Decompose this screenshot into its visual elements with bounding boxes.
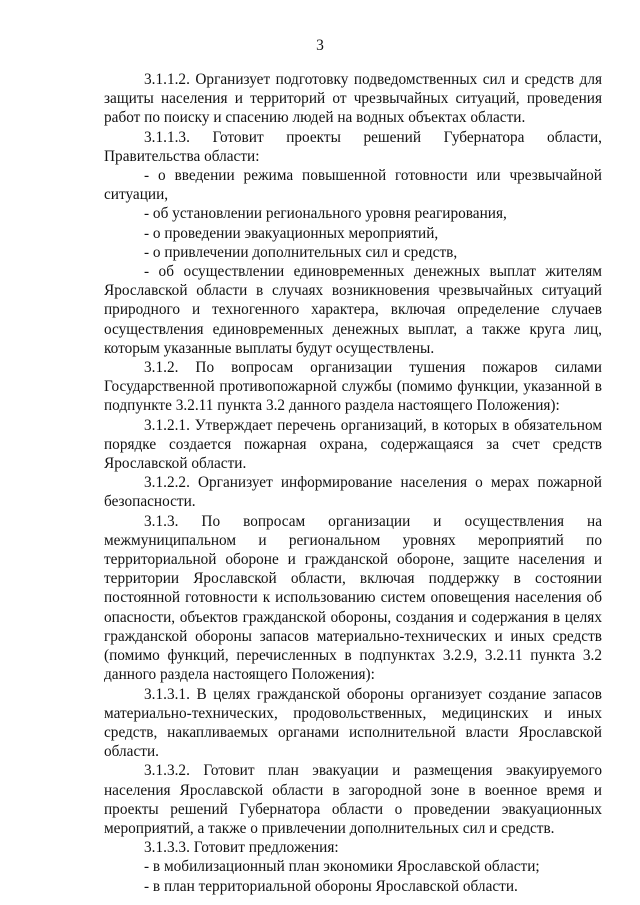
list-item-payments: - об осуществлении единовременных денежных выплат жителям Ярославской области в случаях возникновения чрезвычайных ситуаций природного и техногенного характера, включая определение случаев осуществления единовременных денежных выплат, а также круга лиц, которым указанные выплаты будут осуществлены. xyxy=(104,263,602,357)
paragraph-3-1-3-2: 3.1.3.2. Готовит план эвакуации и размещения эвакуируемого населения Ярославской области в загородной зоне в военное время и проекты решений Губернатора области о проведении эвакуационных мероприятий, а также о привлечении дополнительных сил и средств. xyxy=(104,762,602,837)
paragraph-3-1-2-2: 3.1.2.2. Организует информирование населения о мерах пожарной безопасности. xyxy=(104,474,602,511)
paragraph-3-1-2: 3.1.2. По вопросам организации тушения пожаров силами Государственной противопожарной службы (помимо функции, указанной в подпункте 3.2.11 пункта 3.2 данного раздела настоящего Положения): xyxy=(104,359,602,415)
paragraph-3-1-2-1: 3.1.2.1. Утверждает перечень организаций, в которых в обязательном порядке создается пожарная охрана, содержащаяся за счет средств Ярославской области. xyxy=(104,416,602,473)
list-item-additional-forces: - о привлечении дополнительных сил и средств, xyxy=(144,243,458,261)
paragraph-3-1-3-3: 3.1.3.3. Готовит предложения: xyxy=(144,839,339,857)
paragraph-3-1-1-2: 3.1.1.2. Организует подготовку подведомственных сил и средств для защиты населения и территорий от чрезвычайных ситуаций, проведения работ по поиску и спасению людей на водных объектах области. xyxy=(104,71,602,127)
paragraph-3-1-1-3: 3.1.1.3. Готовит проекты решений Губернатора области, Правительства области: xyxy=(104,128,602,165)
list-item-regional-response: - об установлении регионального уровня реагирования, xyxy=(144,205,507,223)
list-item-evacuation: - о проведении эвакуационных мероприятий, xyxy=(144,224,439,242)
page-number: 3 xyxy=(316,37,324,54)
list-item-high-readiness: - о введении режима повышенной готовности или чрезвычайной ситуации, xyxy=(104,167,602,204)
paragraph-3-1-3-1: 3.1.3.1. В целях гражданской обороны организует создание запасов материально-технических, продовольственных, медицинских и иных средств, накапливаемых органами исполнительной власти Ярославской области. xyxy=(104,685,602,761)
document-body xyxy=(104,70,602,896)
paragraph-3-1-3: 3.1.3. По вопросам организации и осуществления на межмуниципальном и региональном уровнях мероприятий по территориальной обороне и гражданской обороне, защите населения и территории Ярославской области, включая поддержку в состоянии постоянной готовности к использованию систем оповещения населения об опасности, объектов гражданской обороны, создания и содержания в целях гражданской обороны запасов материально-технических и иных средств (помимо функций, перечисленных в подпунктах 3.2.9, 3.2.11 пункта 3.2 данного раздела настоящего Положения): xyxy=(104,512,602,684)
list-item-mobilization-plan: - в мобилизационный план экономики Ярославской области; xyxy=(144,858,540,876)
list-item-territorial-defense: - в план территориальной обороны Ярославской области. xyxy=(144,877,518,895)
